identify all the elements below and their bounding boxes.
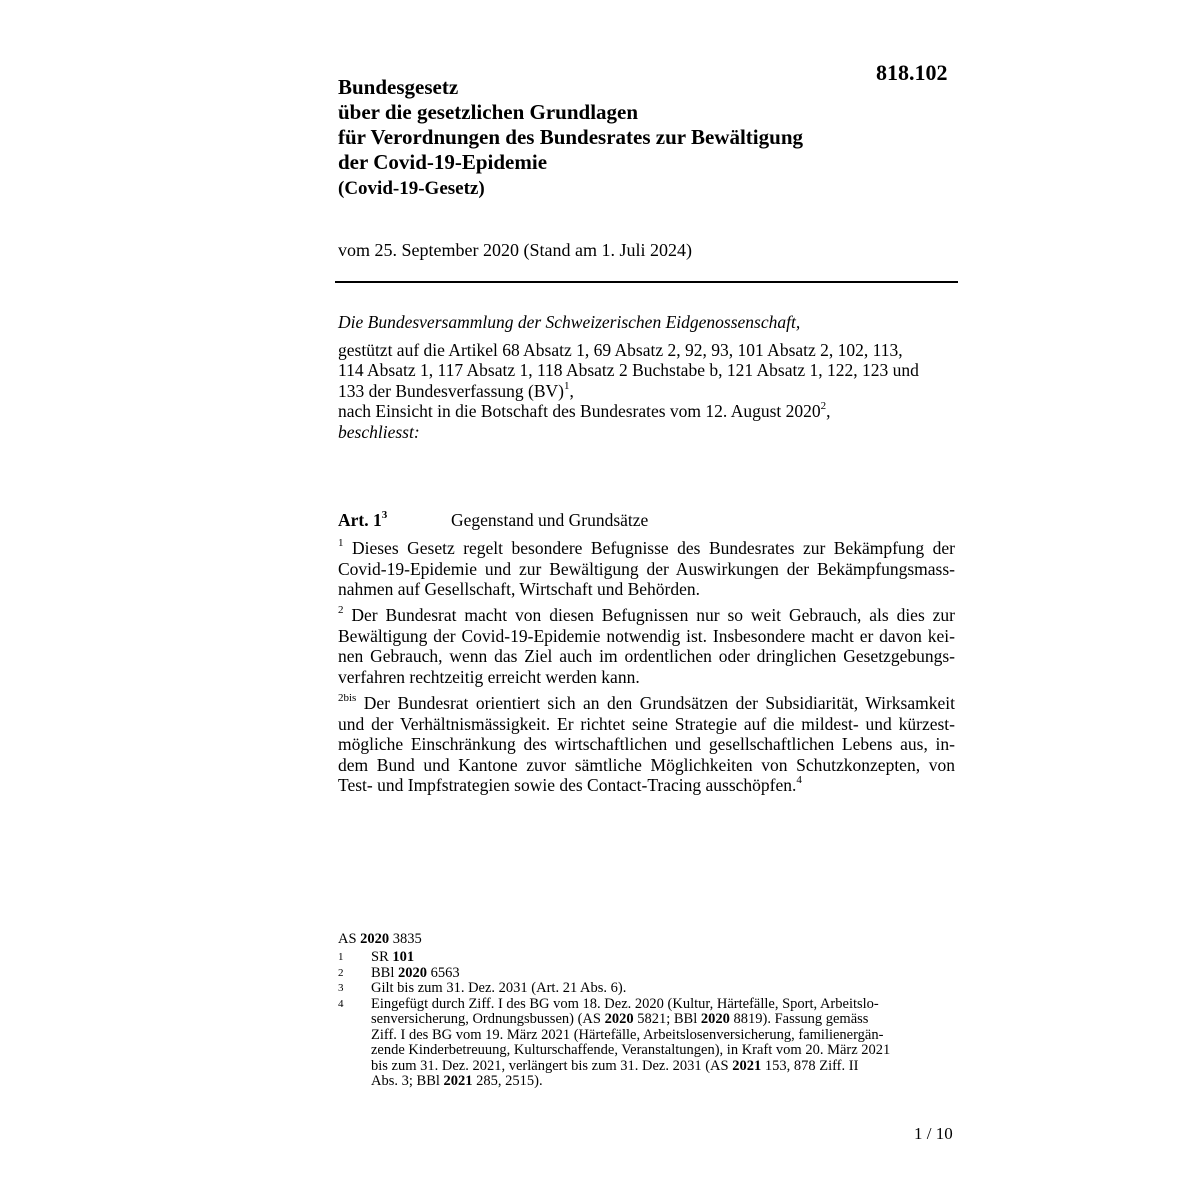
footnote-text: SR 101 <box>371 949 415 965</box>
footnote-mark: 3 <box>338 982 344 994</box>
law-title <box>338 75 898 175</box>
footnote-text: Gilt bis zum 31. Dez. 2031 (Art. 21 Abs. 6). <box>371 980 627 996</box>
message-line: nach Einsicht in die Botschaft des Bundesrates vom 12. August 2020$^2$, <box>338 400 831 421</box>
footnote-ref[interactable]: 3 <box>381 509 388 522</box>
article-heading <box>338 510 648 531</box>
page-number: 1 / 10 <box>914 1124 953 1143</box>
paragraph-1: $^1$ Dieses Gesetz regelt besondere Befugnisse des Bundesrates zur Bekämpfung der Covid-19-Epidemie und zur Bewältigung der Auswirkungen der Bekämpfungsmass- nahmen auf Gesellschaft, Wirtschaft und Behörden. <box>338 537 956 599</box>
title-line: Bundesgesetz <box>338 75 459 99</box>
basis-end: , <box>569 380 574 401</box>
footnote-text: Eingefügt durch Ziff. I des BG vom 18. Dez. 2020 (Kultur, Härtefälle, Sport, Arbeitslo- senversicherung, Ordnungsbussen) (AS 2020 5821; BBl 2020 8819). Fassung gemäss Ziff. I des BG vom 19. März 2021 (Härtefälle, Arbeitslosenversicherung, familienergän- zende Kinderbetreuung, Kulturschaffende, Veranstaltungen), in Kraft vom 20. März 2021 bis zum 31. Dez. 2021, verlängert bis zum 31. Dez. 2031 (AS 2021 153, 878 Ziff. II Abs. 3; BBl 2021 285, 2515). <box>371 995 891 1089</box>
article-title: Gegenstand und Grundsätze <box>451 510 649 530</box>
footnote-4 <box>338 997 958 1090</box>
footnote-ref[interactable]: 2 <box>820 400 827 413</box>
title-line: für Verordnungen des Bundesrates zur Bewältigung <box>338 125 803 149</box>
paragraph-mark: 2 <box>338 604 344 617</box>
short-title: (Covid-19-Gesetz) <box>338 178 485 199</box>
preamble <box>338 312 958 442</box>
basis-line: gestützt auf die Artikel 68 Absatz 1, 69 Absatz 2, 92, 93, 101 Absatz 2, 102, 113, <box>338 339 903 360</box>
footnote-mark: 2 <box>338 966 344 979</box>
sr-number: 818.102 <box>876 60 948 85</box>
title-line: der Covid-19-Epidemie <box>338 150 548 174</box>
paragraph-mark: 1 <box>338 537 344 550</box>
basis-line: 114 Absatz 1, 117 Absatz 1, 118 Absatz 2 Buchstabe b, 121 Absatz 1, 122, 123 und <box>338 360 919 380</box>
paragraph-2: $^2$ Der Bundesrat macht von diesen Befugnissen nur so weit Gebrauch, als dies zur Bewältigung der Covid-19-Epidemie notwendig ist. Insbesondere macht er davon kei- nen Gebrauch, wenn das Ziel auch im ordentlichen oder dringlichen Gesetzgebungs- verfahren rechtzeitig erreicht werden kann. <box>338 604 956 687</box>
footnote-3 <box>338 981 958 997</box>
footnote-ref[interactable]: 1 <box>564 379 570 392</box>
footnote-mark: 1 <box>338 951 344 963</box>
footnote-2 <box>338 966 958 982</box>
footnote-1 <box>338 950 958 966</box>
paragraph-mark: 2bis <box>338 692 357 705</box>
legal-basis <box>338 340 958 402</box>
official-collection-source: AS 2020 3835 <box>338 931 422 947</box>
title-line: über die gesetzlichen Grundlagen <box>338 100 639 124</box>
header-divider <box>335 281 958 283</box>
basis-line: 133 der Bundesverfassung (BV) <box>338 380 564 401</box>
article-number: Art. $1^3$ <box>338 509 388 530</box>
paragraph-2bis: $^{2bis}$ Der Bundesrat orientiert sich an den Grundsätzen der Subsidiarität, Wirksamkeit und der Verhältnismässigkeit. Er richtet seine Strategie auf die mildest- und kürzest- mögliche Einschränkung des wirtschaftlichen und gesellschaftlichen Lebens aus, in- dem Bund und Kantone zuvor sämtliche Möglichkeiten von Schutzkonzepten, von Test- und Impfstrategien sowie des Contact-Tracing ausschöpfen.$^4$ <box>338 692 955 795</box>
footnote-mark: 4 <box>338 997 344 1010</box>
footnote-ref[interactable]: 4 <box>796 774 802 787</box>
assembly-line: Die Bundesversammlung der Schweizerischen Eidgenossenschaft, <box>338 312 801 332</box>
footnotes <box>338 950 958 1090</box>
footnote-text: BBl 2020 6563 <box>371 964 460 981</box>
date-line: vom 25. September 2020 (Stand am 1. Juli 2024) <box>338 240 692 260</box>
decides-line: beschliesst: <box>338 421 420 442</box>
